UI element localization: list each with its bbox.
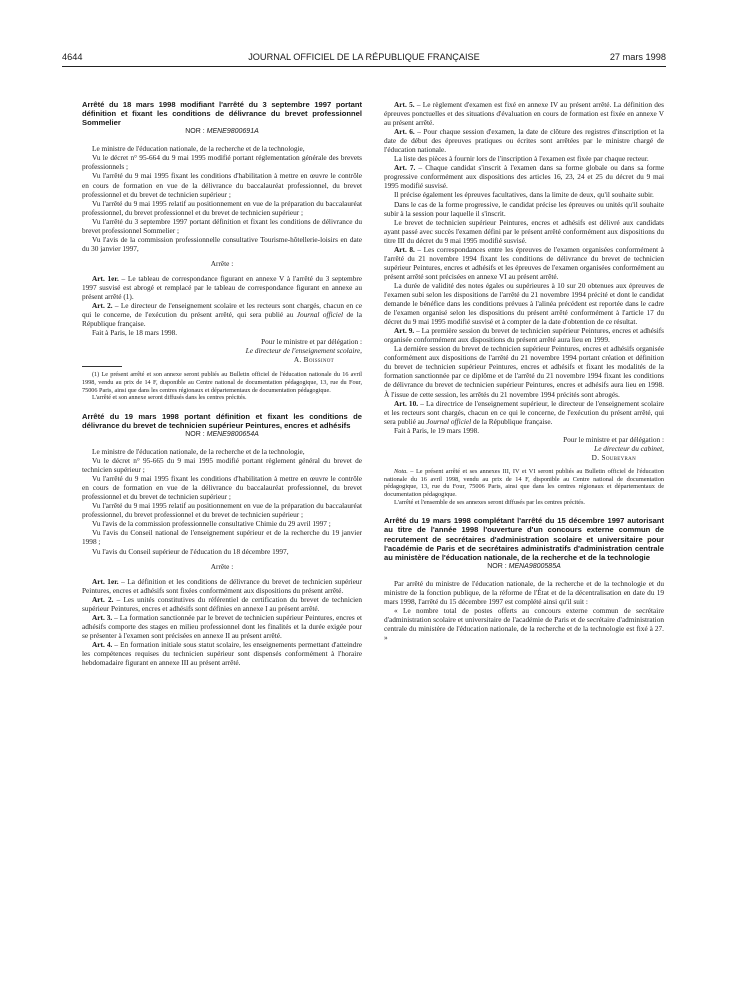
header-rule [62, 66, 666, 67]
delegation-line: Pour le ministre et par délégation : [563, 434, 664, 444]
nota-note: L'arrêté et l'ensemble de ses annexes seront diffusés par les centres précités. [394, 498, 585, 506]
paragraph: Vu le décret n° 95-665 du 9 mai 1995 modifié portant règlement général du brevet de technicien supérieur ; [82, 456, 362, 475]
paragraph: Vu le décret n° 95-664 du 9 mai 1995 modifié portant réglementation générale des brevets professionnels ; [82, 153, 362, 172]
nor-reference: NOR : MENE9800654A [185, 430, 259, 438]
article: Art. 2. – Les unités constitutives du référentiel de certification du brevet de technicien supérieur Peintures, encres et adhésifs sont définies en annexe I au présent arrêté. [82, 594, 363, 613]
paragraph: Dans le cas de la forme progressive, le candidat précise les épreuves ou unités qu'il souhaite subir à la session pour laquelle il s'inscrit. [384, 199, 664, 218]
paragraph: La durée de validité des notes égales ou supérieures à 10 sur 20 obtenues aux épreuves de l'examen subi selon les dispositions de l'arrêté du 21 novembre 1994 précité et dont le candidat demande le bénéfice dans les conditions prévues à l'alinéa précédent est reportée dans le cadre de l'examen organisé selon les dispositions du présent arrêté conformément à l'article 17 du décret du 9 mai 1995 modifié susvisé et à compter de la date d'obtention de ce résultat. [384, 280, 664, 327]
paragraph: Il précise également les épreuves facultatives, dans la limite de deux, qu'il souhaite subir. [394, 190, 654, 200]
paragraph: La liste des pièces à fournir lors de l'inscription à l'examen est fixée par chaque recteur. [394, 154, 649, 164]
article: Art. 8. – Les correspondances entre les épreuves de l'examen organisées conformément à l'arrêté du 21 novembre 1994 fixant les conditions de délivrance du brevet de technicien supérieur Peintures, encres et adhésifs et les épreuves de l'examen organisées conformément au présent arrêté sont précisées en annexe VI au présent arrêté. [384, 244, 665, 281]
arrete-heading: Arrête : [210, 561, 234, 571]
paragraph: Vu l'arrêté du 9 mai 1995 relatif au positionnement en vue de la préparation du baccalauréat professionnel, du brevet professionnel et du brevet de technicien supérieur ; [82, 198, 362, 217]
article: Art. 5. – Le règlement d'examen est fixé en annexe IV au présent arrêté. La définition des épreuves ponctuelles et des situations d'évaluation en cours de formation est fixée en annexe V au présent arrêté. [384, 100, 665, 128]
paragraph: Vu l'arrêté du 9 mai 1995 relatif au positionnement en vue de la préparation du baccalauréat professionnel, du brevet professionnel et du brevet de technicien supérieur ; [82, 501, 362, 520]
article: Art. 7. – Chaque candidat s'inscrit à l'examen dans sa forme globale ou dans sa forme progressive conformément aux dispositions des articles 16, 23, 24 et 25 du décret du 9 mai 1995 modifié susvisé. [384, 163, 665, 191]
arrete-heading: Arrête : [210, 258, 234, 268]
paragraph: Vu l'arrêté du 9 mai 1995 fixant les conditions d'habilitation à mettre en œuvre le contrôle en cours de formation en vue de la délivrance du baccalauréat professionnel, du brevet professionnel et du brevet de technicien supérieur ; [82, 474, 362, 502]
article: Art. 3. – La formation sanctionnée par le brevet de technicien supérieur Peintures, encres et adhésifs comporte des stages en milieu professionnel dont les finalités et la durée exigée pour se présenter à l'examen sont précisées en annexe II au présent arrêté. [82, 612, 362, 640]
paragraph: Par arrêté du ministre de l'éducation nationale, de la recherche et de la technologie et du ministre de la fonction publique, de la réforme de l'État et de la décentralisation en date du 19 mars 1998, l'arrêté du 15 décembre 1997 est complété ainsi qu'il suit : [384, 578, 664, 606]
article: Art. 9. – La première session du brevet de technicien supérieur Peintures, encres et adhésifs organisée conformément aux dispositions du présent arrêté aura lieu en 1999. [384, 326, 664, 345]
article: Art. 2. – Le directeur de l'enseignement scolaire et les recteurs sont chargés, chacun en ce qui le concerne, de l'exécution du présent arrêté, qui sera publié au Journal officiel de la République française. [82, 301, 362, 329]
signatory-title: Le directeur de l'enseignement scolaire, [245, 346, 362, 356]
signatory-name: D. Soubeyran [591, 452, 636, 462]
left-column [82, 100, 362, 667]
nor-reference: NOR : MENA9800585A [487, 562, 561, 570]
article: Art. 4. – En formation initiale sous statut scolaire, les enseignements permettant d'atteindre les compétences requises du technicien supérieur sont dispensés conformément à l'horaire hebdomadaire figurant en annexe III au présent arrêté. [82, 639, 362, 668]
page-number: 4644 [62, 52, 83, 62]
decree-title-bts-peintures: Arrêté du 19 mars 1998 portant définition et fixant les conditions de délivrance du brevet de technicien supérieur Peintures, encres et adhésifs [82, 411, 362, 430]
journal-title: JOURNAL OFFICIEL DE LA RÉPUBLIQUE FRANÇAISE [248, 52, 480, 62]
signature-place-date: Fait à Paris, le 18 mars 1998. [92, 328, 178, 338]
paragraph: Vu l'avis de la commission professionnelle consultative Tourisme-hôtellerie-loisirs en date du 30 janvier 1997, [82, 234, 362, 253]
article: Art. 1er. – Le tableau de correspondance figurant en annexe V à l'arrêté du 3 septembre 1997 susvisé est abrogé et remplacé par le tableau de correspondance figurant en annexe au présent arrêté (1). [82, 273, 363, 302]
signature-place-date: Fait à Paris, le 19 mars 1998. [394, 425, 480, 435]
decree-title-concours: Arrêté du 19 mars 1998 complétant l'arrêté du 15 décembre 1997 autorisant au titre de l'année 1998 l'ouverture d'un concours externe commun de recrutement de secrétaires d'administration scolaire et universitaire pour l'académie de Paris et de secrétaires administratifs d'administration centrale au ministère de l'éducation nationale, de la recherche et de la technologie [384, 516, 664, 562]
paragraph: Le brevet de technicien supérieur Peintures, encres et adhésifs est délivré aux candidats ayant passé avec succès l'examen défini par le présent arrêté conformément aux dispositions du titre III du décret du 9 mai 1995 modifié susvisé. [384, 217, 664, 245]
nota-note: Nota. – Le présent arrêté et ses annexes III, IV et VI seront publiés au Bulletin officiel de l'éducation nationale du 16 avril 1998, vendu au prix de 14 F, disponible au Centre national de documentation pédagogique, 13, rue du Four, 75006 Paris, ainsi que dans les centres régionaux et départementaux de documentation pédagogique. [384, 467, 664, 498]
paragraph: La dernière session du brevet de technicien supérieur Peintures, encres et adhésifs organisée conformément aux dispositions de l'arrêté du 21 novembre 1994 portant création et définition du brevet de technicien supérieur Peintures, encres et adhésifs et fixant les modalités de la formation sanctionnée par ce diplôme et de l'arrêté du 21 novembre 1994 fixant les conditions de délivrance du brevet de technicien supérieur Peintures, encres et adhésifs aura lieu en 1998. À l'issue de cette session, les arrêtés du 21 novembre 1994 précités sont abrogés. [384, 344, 664, 399]
footnote: L'arrêté et son annexe seront diffusés dans les centres précités. [92, 394, 247, 402]
nor-reference: NOR : MENE9800691A [185, 128, 259, 136]
spacer [82, 402, 362, 412]
page-header [62, 52, 666, 66]
article: Art. 6. – Pour chaque session d'examen, la date de clôture des registres d'inscription et la date de début des épreuves pratiques ou écrites sont arrêtées par le ministre chargé de l'éducation nationale. [384, 127, 664, 155]
spacer [384, 506, 664, 516]
signatory-name: A. Boissinot [293, 355, 334, 365]
signatory-title: Le directeur du cabinet, [594, 443, 664, 453]
decree-title-sommelier: Arrêté du 18 mars 1998 modifiant l'arrêté du 3 septembre 1997 portant définition et fixant les conditions de délivrance du brevet professionnel Sommelier [82, 100, 362, 128]
paragraph: Le ministre de l'éducation nationale, de la recherche et de la technologie, [92, 447, 305, 457]
footnote-rule [82, 366, 122, 367]
issue-date: 27 mars 1998 [609, 52, 666, 62]
paragraph: Vu l'arrêté du 9 mai 1995 fixant les conditions d'habilitation à mettre en œuvre le contrôle en cours de formation en vue de la délivrance du baccalauréat professionnel, du brevet professionnel et du brevet de technicien supérieur ; [82, 171, 362, 199]
paragraph: Vu l'arrêté du 3 septembre 1997 portant définition et fixant les conditions de délivrance du brevet professionnel Sommelier ; [82, 216, 362, 235]
article: Art. 10. – La directrice de l'enseignement supérieur, le directeur de l'enseignement scolaire et les recteurs sont chargés, chacun en ce qui le concerne, de l'exécution du présent arrêté, qui sera publié au Journal officiel de la République française. [384, 398, 664, 426]
paragraph: « Le nombre total de postes offerts au concours externe commun de secrétaire d'administration scolaire et universitaire de l'académie de Paris et de secrétaire d'administration centrale du ministère de l'éducation nationale, de la recherche et de la technologie est fixé à 27. » [384, 606, 664, 643]
paragraph: Vu l'avis du Conseil national de l'enseignement supérieur et de la recherche du 19 janvier 1998 ; [82, 528, 362, 547]
paragraph: Vu l'avis de la commission professionnelle consultative Chimie du 29 avril 1997 ; [92, 519, 331, 529]
footnote: (1) Le présent arrêté et son annexe seront publiés au Bulletin officiel de l'éducation nationale du 16 avril 1998, vendu au prix de 14 F, disponible au Centre national de documentation pédagogique, 13, rue du Four, 75006 Paris, ainsi que dans les centres régionaux et départementaux de documentation pédagogique. [82, 371, 362, 394]
delegation-line: Pour le ministre et par délégation : [261, 337, 362, 347]
right-column [384, 100, 664, 642]
paragraph: Vu l'avis du Conseil supérieur de l'éducation du 18 décembre 1997, [92, 546, 289, 556]
paragraph: Le ministre de l'éducation nationale, de la recherche et de la technologie, [92, 144, 305, 154]
article: Art. 1er. – La définition et les conditions de délivrance du brevet de technicien supérieur Peintures, encres et adhésifs sont fixées conformément aux dispositions du présent arrêté. [82, 576, 362, 595]
